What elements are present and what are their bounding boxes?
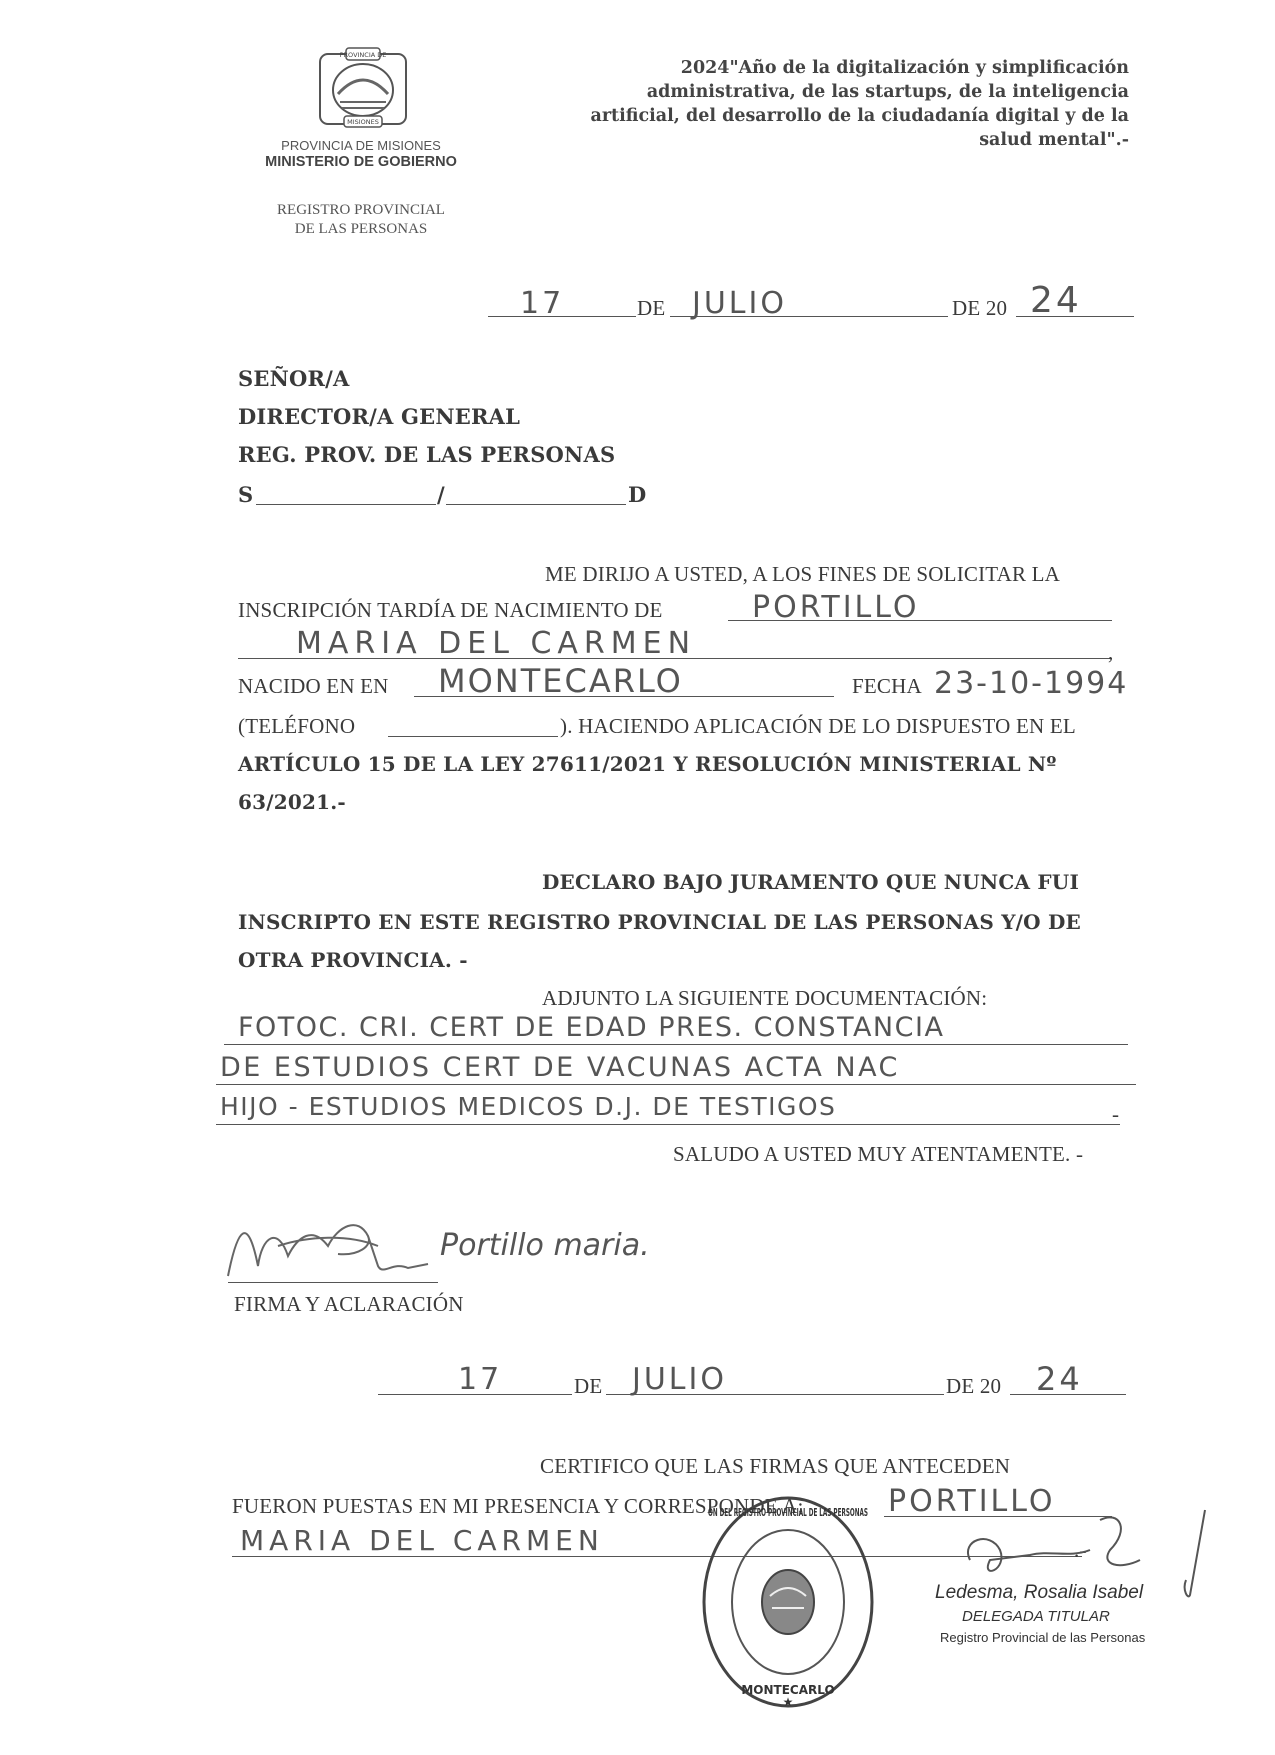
year-motto: 2024"Año de la digitalización y simplificación administrativa, de las startups, de la inteligencia artificial, del desarrollo de la ciudadanía digital y de la salud mental".- (590, 58, 1129, 150)
addressee-slash: / (437, 482, 445, 507)
birth-date-handwritten: 23-10-1994 (934, 666, 1129, 701)
date-top-month: JULIO (692, 286, 787, 321)
resolucion-line: 63/2021.- (238, 790, 346, 814)
telefono-tail: ). HACIENDO APLICACIÓN DE LO DISPUESTO EN EL (560, 714, 1076, 738)
certification-given-names: MARIA DEL CARMEN (240, 1524, 604, 1557)
date-bottom-year: 24 (1036, 1360, 1083, 1398)
declaration-line-1: DECLARO BAJO JURAMENTO QUE NUNCA FUI (542, 870, 1080, 894)
documentation-dash: - (1112, 1102, 1120, 1126)
registry-line-2: DE LAS PERSONAS (294, 221, 428, 237)
addressee-line-2: DIRECTOR/A GENERAL (238, 404, 521, 429)
closing-salutation: SALUDO A USTED MUY ATENTAMENTE. - (673, 1142, 1084, 1166)
certification-line-2: FUERON PUESTAS EN MI PRESENCIA Y CORRESPONDE A: (232, 1494, 804, 1518)
date-bottom-de2: DE 20 (946, 1374, 1002, 1398)
label-inscripcion: INSCRIPCIÓN TARDÍA DE NACIMIENTO DE (238, 598, 663, 622)
documentation-label: ADJUNTO LA SIGUIENTE DOCUMENTACIÓN: (542, 986, 988, 1010)
date-top-de2: DE 20 (952, 296, 1008, 320)
documentation-line-3: HIJO - ESTUDIOS MEDICOS D.J. DE TESTIGOS (220, 1092, 837, 1121)
svg-text:★: ★ (782, 1695, 794, 1709)
date-bottom-month: JULIO (632, 1362, 727, 1397)
official-office: Registro Provincial de las Personas (940, 1630, 1146, 1645)
stamp-city: MONTECARLO (741, 1683, 835, 1697)
declaration-line-3: OTRA PROVINCIA. - (238, 948, 468, 972)
date-bottom-day: 17 (458, 1362, 503, 1397)
provincial-seal (318, 46, 408, 128)
label-nacido: NACIDO EN EN (238, 674, 389, 698)
given-names-handwritten: MARIA DEL CARMEN (296, 626, 697, 661)
label-fecha: FECHA (852, 674, 922, 698)
registry-line-1: REGISTRO PROVINCIAL (277, 202, 445, 218)
stamp-arc-text: ON DEL REGISTRO PROVINCIAL DE LAS PERSONAS (708, 1506, 869, 1519)
documentation-line-2: DE ESTUDIOS CERT DE VACUNAS ACTA NAC (220, 1052, 900, 1083)
birthplace-handwritten: MONTECARLO (438, 662, 683, 700)
articulo-line: ARTÍCULO 15 DE LA LEY 27611/2021 Y RESOLUCIÓN MINISTERIAL Nº (238, 752, 1057, 776)
seal-bottom-text: MISIONES (347, 118, 379, 126)
given-names-comma: , (1108, 640, 1114, 664)
request-intro: ME DIRIJO A USTED, A LOS FINES DE SOLICITAR LA (545, 562, 1061, 586)
ministry-name: MINISTERIO DE GOBIERNO (265, 154, 457, 170)
certification-tail: .- (1074, 1538, 1087, 1562)
signature-aclaracion: Portillo maria. (440, 1228, 650, 1263)
surname-handwritten: PORTILLO (752, 590, 920, 625)
official-title: DELEGADA TITULAR (962, 1608, 1110, 1625)
date-top-de1: DE (637, 296, 666, 320)
seal-top-text: PROVINCIA DE (339, 51, 387, 59)
signature-label: FIRMA Y ACLARACIÓN (234, 1292, 464, 1316)
date-bottom-de1: DE (574, 1374, 603, 1398)
province-name: PROVINCIA DE MISIONES (281, 138, 441, 153)
declaration-line-2: INSCRIPTO EN ESTE REGISTRO PROVINCIAL DE LAS PERSONAS Y/O DE (238, 910, 1081, 934)
official-stamp (700, 1494, 876, 1710)
label-telefono: (TELÉFONO (238, 714, 356, 738)
date-top-day: 17 (520, 286, 565, 321)
date-top-year: 24 (1030, 280, 1082, 321)
addressee-d: D (628, 482, 647, 507)
certification-surname: PORTILLO (888, 1484, 1056, 1519)
documentation-line-1: FOTOC. CRI. CERT DE EDAD PRES. CONSTANCIA (238, 1012, 945, 1043)
certification-line-1: CERTIFICO QUE LAS FIRMAS QUE ANTECEDEN (540, 1454, 1011, 1478)
addressee-line-1: SEÑOR/A (238, 366, 350, 391)
addressee-s: S (238, 482, 254, 507)
official-name: Ledesma, Rosalia Isabel (935, 1582, 1144, 1603)
addressee-line-3: REG. PROV. DE LAS PERSONAS (238, 442, 616, 467)
